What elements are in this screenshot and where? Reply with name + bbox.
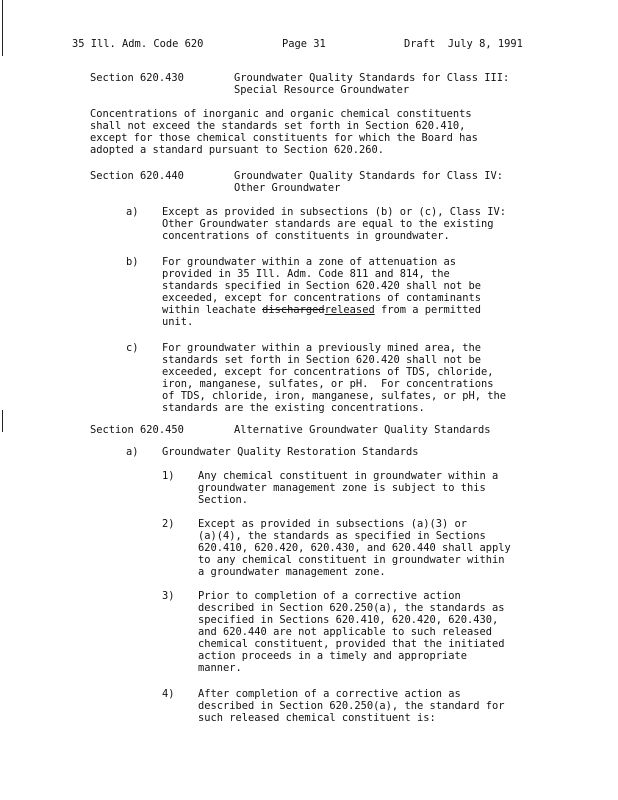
scan-edge-mark bbox=[2, 0, 3, 56]
text-line: to any chemical constituent in groundwater within bbox=[198, 554, 505, 566]
section-620-440-title-line1: Groundwater Quality Standards for Class IV: bbox=[234, 170, 503, 182]
text-line: and 620.440 are not applicable to such released bbox=[198, 626, 493, 638]
subsection-a-title: Groundwater Quality Restoration Standards bbox=[162, 446, 419, 458]
text-line: Other Groundwater standards are equal to the existing bbox=[162, 218, 494, 230]
text-line: After completion of a corrective action as bbox=[198, 688, 461, 700]
text-line: described in Section 620.250(a), the standard for bbox=[198, 700, 505, 712]
subsection-c-label: c) bbox=[126, 342, 139, 354]
subsection-a-label: a) bbox=[126, 446, 139, 458]
text-line: Prior to completion of a corrective action bbox=[198, 590, 461, 602]
text-line: iron, manganese, sulfates, or pH. For concentrations bbox=[162, 378, 494, 390]
body-line: except for those chemical constituents for which the Board has bbox=[90, 132, 478, 144]
text-line: For groundwater within a zone of attenuation as bbox=[162, 256, 457, 268]
text-line: Except as provided in subsections (a)(3) or bbox=[198, 518, 467, 530]
text-line: groundwater management zone is subject to this bbox=[198, 482, 486, 494]
text-line: such released chemical constituent is: bbox=[198, 712, 436, 724]
section-620-450-title: Alternative Groundwater Quality Standards bbox=[234, 424, 491, 436]
section-620-430-title-line2: Special Resource Groundwater bbox=[234, 84, 410, 96]
item-4-label: 4) bbox=[162, 688, 175, 700]
text-line: (a)(4), the standards as specified in Sections bbox=[198, 530, 486, 542]
text-line: standards specified in Section 620.420 shall not be bbox=[162, 280, 482, 292]
text-line: specified in Sections 620.410, 620.420, 620.430, bbox=[198, 614, 499, 626]
text-line: standards set forth in Section 620.420 shall not be bbox=[162, 354, 482, 366]
subsection-a-label: a) bbox=[126, 206, 139, 218]
text-line: 620.410, 620.420, 620.430, and 620.440 shall apply bbox=[198, 542, 511, 554]
text-line: provided in 35 Ill. Adm. Code 811 and 814, the bbox=[162, 268, 450, 280]
header-draft-date: Draft July 8, 1991 bbox=[404, 38, 523, 50]
text-line: a groundwater management zone. bbox=[198, 566, 386, 578]
line-prefix: within leachate bbox=[162, 304, 263, 316]
text-line: concentrations of constituents in groundwater. bbox=[162, 230, 450, 242]
text-line: Any chemical constituent in groundwater within a bbox=[198, 470, 499, 482]
text-line: unit. bbox=[162, 316, 194, 328]
section-620-430-number: Section 620.430 bbox=[90, 72, 184, 84]
struck-text: discharged bbox=[262, 304, 325, 316]
text-line: Except as provided in subsections (b) or (c), Class IV: bbox=[162, 206, 507, 218]
section-620-430-title-line1: Groundwater Quality Standards for Class III: bbox=[234, 72, 510, 84]
scan-edge-mark bbox=[2, 410, 3, 432]
section-620-450-number: Section 620.450 bbox=[90, 424, 184, 436]
item-3-label: 3) bbox=[162, 590, 175, 602]
text-line: described in Section 620.250(a), the standards as bbox=[198, 602, 505, 614]
body-line: shall not exceed the standards set forth in Section 620.410, bbox=[90, 120, 466, 132]
section-620-440-title-line2: Other Groundwater bbox=[234, 182, 341, 194]
header-page-number: Page 31 bbox=[282, 38, 326, 50]
line-suffix: from a permitted bbox=[374, 304, 482, 316]
body-line: adopted a standard pursuant to Section 620.260. bbox=[90, 144, 385, 156]
inserted-text: released bbox=[324, 304, 375, 316]
text-line: exceeded, except for concentrations of contaminants bbox=[162, 292, 482, 304]
body-line: Concentrations of inorganic and organic chemical constituents bbox=[90, 108, 472, 120]
item-1-label: 1) bbox=[162, 470, 175, 482]
text-line: manner. bbox=[198, 662, 242, 674]
text-line: chemical constituent, provided that the initiated bbox=[198, 638, 505, 650]
text-line: standards are the existing concentrations. bbox=[162, 402, 425, 414]
text-line-with-revision bbox=[162, 304, 481, 317]
text-line: of TDS, chloride, iron, manganese, sulfates, or pH, the bbox=[162, 390, 507, 402]
text-line: For groundwater within a previously mined area, the bbox=[162, 342, 482, 354]
subsection-b-label: b) bbox=[126, 256, 139, 268]
item-2-label: 2) bbox=[162, 518, 175, 530]
section-620-440-number: Section 620.440 bbox=[90, 170, 184, 182]
header-code: 35 Ill. Adm. Code 620 bbox=[72, 38, 204, 50]
text-line: exceeded, except for concentrations of TDS, chloride, bbox=[162, 366, 494, 378]
text-line: Section. bbox=[198, 494, 249, 506]
text-line: action proceeds in a timely and appropriate bbox=[198, 650, 467, 662]
